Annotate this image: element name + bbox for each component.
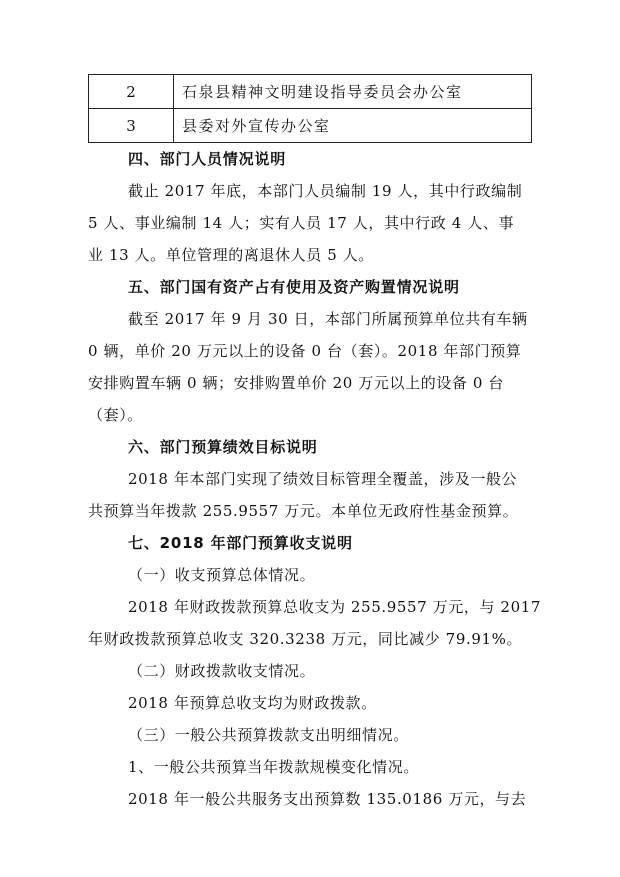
unit-name: 县委对外宣传办公室 <box>174 109 532 143</box>
section-heading-personnel: 四、部门人员情况说明 <box>128 150 287 168</box>
paragraph-line: 截至 2017 年 9 月 30 日，本部门所属预算单位共有车辆 <box>128 310 528 328</box>
paragraph-line: （一）收支预算总体情况。 <box>128 566 316 584</box>
section-heading-performance: 六、部门预算绩效目标说明 <box>128 438 318 456</box>
paragraph-line: 截止 2017 年底，本部门人员编制 19 人，其中行政编制 <box>128 182 523 200</box>
row-number: 2 <box>89 75 174 109</box>
paragraph-line: 2018 年一般公共服务支出预算数 135.0186 万元，与去 <box>128 790 527 808</box>
paragraph-line: 0 辆，单价 20 万元以上的设备 0 台（套）。2018 年部门预算 <box>88 342 522 360</box>
section-heading-assets: 五、部门国有资产占有使用及资产购置情况说明 <box>128 278 460 296</box>
table-row <box>89 109 532 143</box>
units-table <box>88 74 532 143</box>
paragraph-line: 安排购置车辆 0 辆；安排购置单价 20 万元以上的设备 0 台 <box>88 374 504 392</box>
paragraph-line: 2018 年财政拨款预算总收支为 255.9557 万元，与 2017 <box>128 598 541 616</box>
row-number: 3 <box>89 109 174 143</box>
paragraph-line: 年财政拨款预算总收支 320.3238 万元，同比减少 79.91%。 <box>88 630 523 648</box>
paragraph-line: 1、一般公共预算当年拨款规模变化情况。 <box>128 758 419 776</box>
paragraph-line: 5 人、事业编制 14 人；实有人员 17 人，其中行政 4 人、事 <box>88 214 515 232</box>
paragraph-line: （二）财政拨款收支情况。 <box>128 662 316 680</box>
paragraph-line: 2018 年预算总收支均为财政拨款。 <box>128 694 377 712</box>
unit-name: 石泉县精神文明建设指导委员会办公室 <box>174 75 532 109</box>
table-row <box>89 75 532 109</box>
section-heading-budget: 七、2018 年部门预算收支说明 <box>128 534 353 552</box>
paragraph-line: 共预算当年拨款 255.9557 万元。本单位无政府性基金预算。 <box>88 502 519 520</box>
paragraph-line: 2018 年本部门实现了绩效目标管理全覆盖，涉及一般公 <box>128 470 518 488</box>
paragraph-line: （三）一般公共预算拨款支出明细情况。 <box>128 726 409 744</box>
paragraph-line: （套）。 <box>88 406 143 424</box>
paragraph-line: 业 13 人。单位管理的离退休人员 5 人。 <box>88 246 374 264</box>
